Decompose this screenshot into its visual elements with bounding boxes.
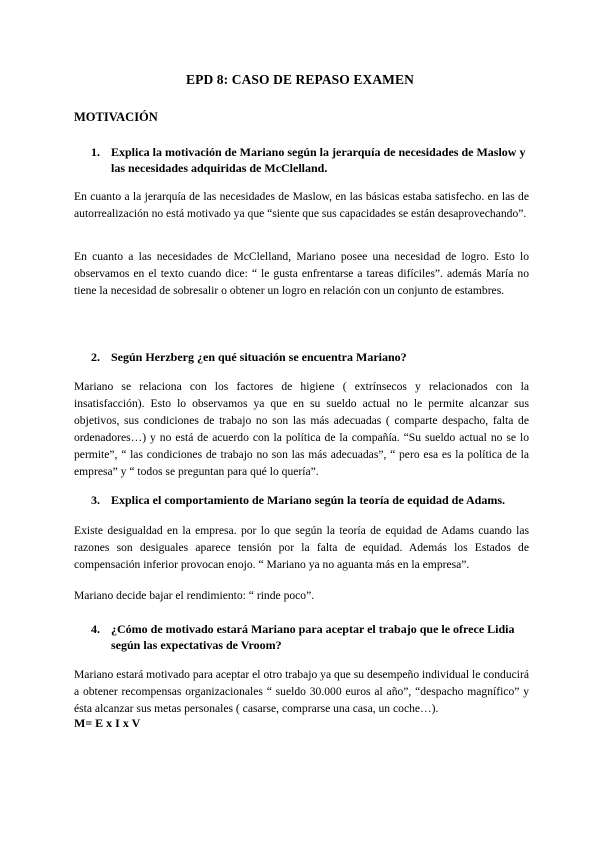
answer-paragraph: En cuanto a las necesidades de McClelland, Mariano posee una necesidad de logro. Esto lo observamos en el texto cuando dice: “ le gusta enfrentarse a tareas difíciles”. además María no tiene la necesidad de sobresalir o obtener un logro en relación con un conjunto de estambres. <box>74 250 529 297</box>
document-title: EPD 8: CASO DE REPASO EXAMEN <box>186 72 414 87</box>
answer-paragraph: Mariano decide bajar el rendimiento: “ rinde poco”. <box>74 589 315 602</box>
vroom-formula: M= E x I x V <box>74 716 141 730</box>
question-number: 1. <box>91 145 100 159</box>
section-heading: MOTIVACIÓN <box>74 110 158 124</box>
question-number: 4. <box>91 622 100 636</box>
answer-paragraph: Existe desigualdad en la empresa. por lo que según la teoría de equidad de Adams cuando las razones son desiguales aparece tensión por la falta de equidad. Además los Estados de compensación inferior provocan enojo. “ Mariano ya no aguanta más en la empresa”. <box>74 524 529 571</box>
answer-paragraph: En cuanto a la jerarquía de las necesidades de Maslow, en las básicas estaba satisfecho. en las de autorrealización no está motivado ya que “siente que sus capacidades se están desaprovechando”. <box>74 190 529 220</box>
question-number: 3. <box>91 493 100 507</box>
question-text: ¿Cómo de motivado estará Mariano para aceptar el trabajo que le ofrece Lidia según las expectativas de Vroom? <box>111 622 515 652</box>
question-text: Explica el comportamiento de Mariano según la teoría de equidad de Adams. <box>111 493 505 507</box>
answer-paragraph: Mariano se relaciona con los factores de higiene ( extrínsecos y relacionados con la insatisfacción). Esto lo observamos ya que en su sueldo actual no le permite alcanzar sus objetivos, sus condiciones de trabajo no son las más adecuadas ( comparte despacho, falta de ordenadores…) y no está de acuerdo con la política de la compañía. “Su sueldo actual no se lo permite”, “ las condiciones de trabajo no son las más adecuadas”, “ pero esa es la política de la empresa” y “ todos se preguntan para qué lo quería”. <box>74 380 529 478</box>
question-text: Explica la motivación de Mariano según la jerarquía de necesidades de Maslow y las necesidades adquiridas de McClelland. <box>111 145 526 175</box>
answer-paragraph: Mariano estará motivado para aceptar el otro trabajo ya que su desempeño individual le conducirá a obtener recompensas organizacionales “ sueldo 30.000 euros al año”, “despacho magnífico” y ésta alcanzar sus metas personales ( casarse, comprarse una casa, un coche…). <box>74 668 529 715</box>
question-number: 2. <box>91 350 100 364</box>
question-text: Según Herzberg ¿en qué situación se encuentra Mariano? <box>111 350 407 364</box>
